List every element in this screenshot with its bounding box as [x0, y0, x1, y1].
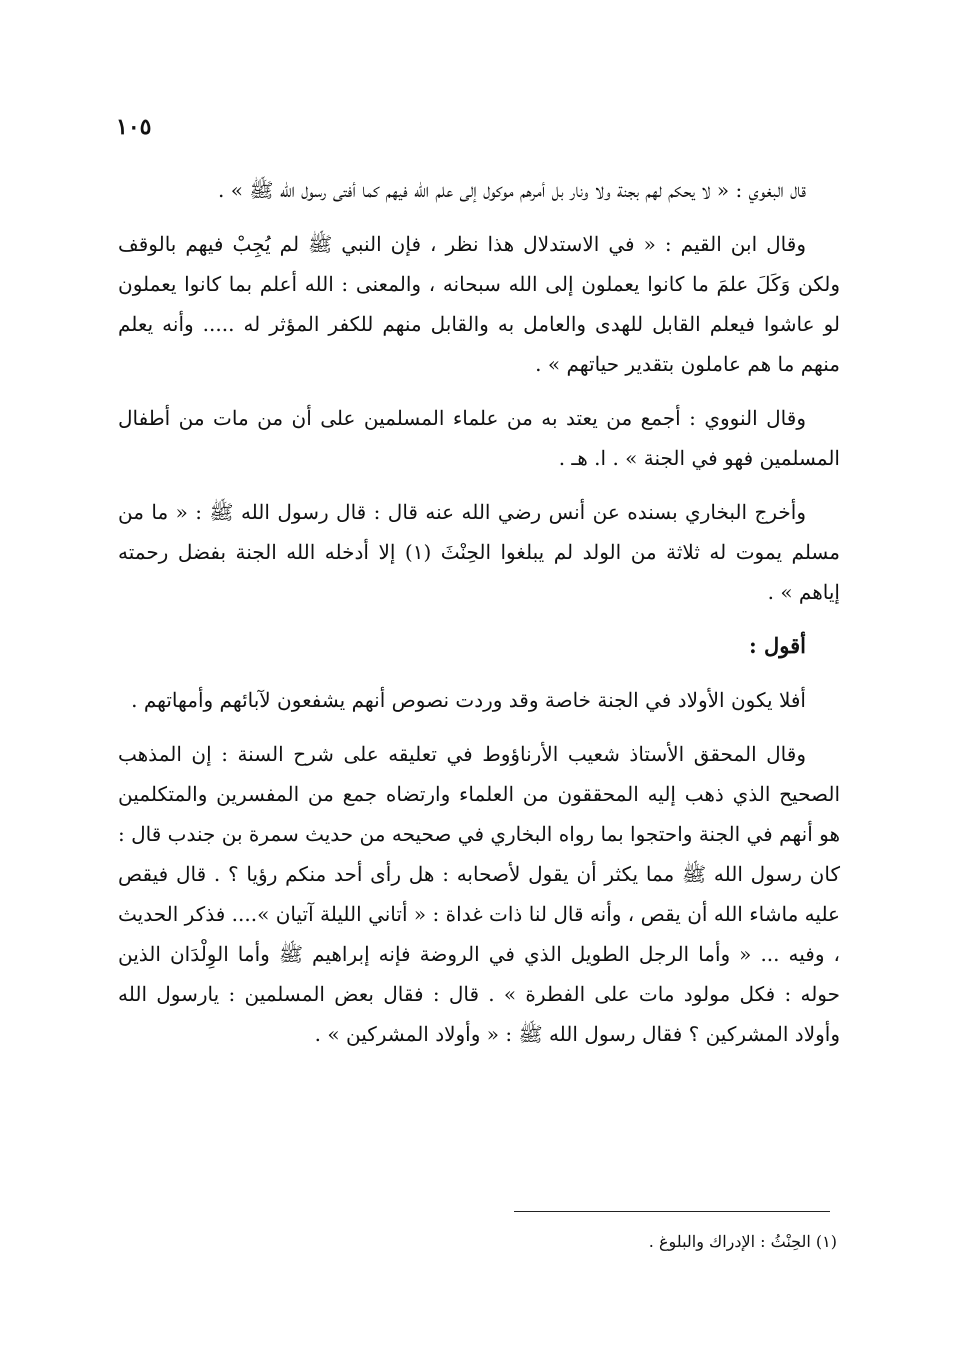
paragraph-arnaut: وقال المحقق الأستاذ شعيب الأرناؤوط في تعليقه على شرح السنة : إن المذهب الصحيح الذي ذهب إليه المحققون من العلماء وارتضاه جمع من المفسرين والمتكلمين هو أنهم في الجنة واحتجوا بما رواه البخاري في صحيحه من حديث سمرة بن جندب قال : كان رسول الله ﷺ مما يكثر أن يقول لأصحابه : هل رأى أحد منكم رؤيا ؟ . قال فيقص عليه ماشاء الله أن يقص ، وأنه قال لنا ذات غداة : « أتاني الليلة آتيان ».... فذكر الحديث ، وفيه ... « وأما الرجل الطويل الذي في الروضة فإنه إبراهيم ﷺ وأما الوِلْدَان الذين حوله : فكل مولود مات على الفطرة » . قال : فقال بعض المسلمين : يارسول الله وأولاد المشركين ؟ فقال رسول الله ﷺ : « وأولاد المشركين » . [118, 742, 840, 1046]
footnote-divider [514, 1211, 830, 1212]
paragraph-baghawi: قال البغوي : « لا يحكم لهم بجنة ولا ونار بل أمرهم موكول إلى علم الله فيهم كما أفتى رسول الله ﷺ » . [218, 178, 806, 202]
paragraph-bukhari-anas: وأخرج البخاري بسنده عن أنس رضي الله عنه قال : قال رسول الله ﷺ : « ما من مسلم يموت له ثلاثة من الولد لم يبلغوا الحِنْثَ (١) إلا أدخله الله الجنة بفضل رحمته إياهم » . [118, 500, 840, 604]
section-heading: أقول : [748, 633, 806, 658]
paragraph-children-intercede: أفلا يكون الأولاد في الجنة خاصة وقد وردت نصوص أنهم يشفعون لآبائهم وأمهاتهم . [131, 688, 806, 712]
page-body [118, 170, 840, 1068]
page-number: ١٠٥ [116, 114, 152, 140]
footnote: (١) الحِنْثُ : الإدراك والبلوغ . [648, 1232, 837, 1251]
paragraph-nawawi: وقال النووي : أجمع من يعتد به من علماء المسلمين على أن من مات من أطفال المسلمين فهو في الجنة » . ا. هـ . [118, 406, 840, 470]
paragraph-ibn-qayyim: وقال ابن القيم : « في الاستدلال هذا نظر ، فإن النبي ﷺ لم يُجِبْ فيهم بالوقف ولكن وَكَلَ علمَ ما كانوا يعملون إلى الله سبحانه ، والمعنى : الله أعلم بما كانوا يعملون لو عاشوا فيعلم القابل للهدى والعامل به والقابل منهم للكفر المؤثر له ..... وأنه يعلم منهم ما هم عاملون بتقدير حياتهم » . [118, 232, 840, 376]
